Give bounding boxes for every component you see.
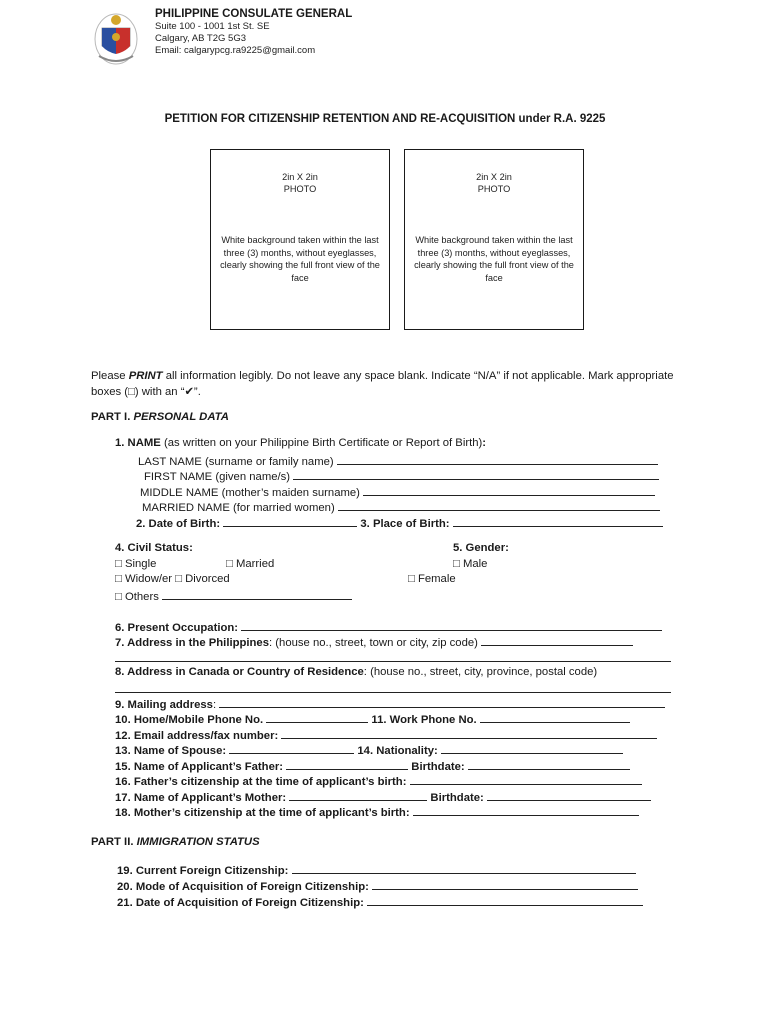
occupation-field[interactable]: 6. Present Occupation:: [115, 620, 662, 634]
single-checkbox[interactable]: □ Single: [115, 558, 157, 570]
gender-label: 5. Gender:: [453, 542, 509, 554]
mailing-address-field[interactable]: 9. Mailing address:: [115, 697, 665, 711]
first-name-field[interactable]: FIRST NAME (given name/s): [144, 469, 659, 483]
photo-box-1: [210, 149, 390, 330]
spouse-nationality-row[interactable]: 13. Name of Spouse: 14. Nationality:: [115, 743, 623, 757]
photo-size-label: 2in X 2in: [282, 172, 318, 182]
philippine-seal-logo: [93, 8, 139, 66]
female-checkbox[interactable]: □ Female: [408, 573, 456, 585]
middle-name-field[interactable]: MIDDLE NAME (mother’s maiden surname): [140, 485, 655, 499]
married-name-field[interactable]: MARRIED NAME (for married women): [142, 500, 660, 514]
father-citizenship-field[interactable]: 16. Father’s citizenship at the time of applicant’s birth:: [115, 774, 642, 788]
consulate-email: Email: calgarypcg.ra9225@gmail.com: [155, 45, 316, 56]
mother-row[interactable]: 17. Name of Applicant’s Mother: Birthdate:: [115, 790, 651, 804]
photo-kind-label: PHOTO: [477, 184, 511, 194]
current-citizenship-field[interactable]: 19. Current Foreign Citizenship:: [117, 863, 636, 877]
civil-status-label: 4. Civil Status:: [115, 542, 193, 554]
photo-size-label: 2in X 2in: [476, 172, 512, 182]
part-2-heading: PART II. IMMIGRATION STATUS: [91, 836, 260, 848]
birth-date-place-row[interactable]: 2. Date of Birth: 3. Place of Birth:: [136, 516, 663, 530]
widow-divorced-checkboxes[interactable]: □ Widow/er □ Divorced: [115, 573, 230, 585]
date-acquisition-field[interactable]: 21. Date of Acquisition of Foreign Citizenship:: [117, 895, 643, 909]
address-line-1: Suite 100 - 1001 1st St. SE: [155, 21, 270, 32]
address-canada-line[interactable]: [115, 682, 671, 693]
address-line-2: Calgary, AB T2G 5G3: [155, 33, 246, 44]
photo-requirements: White background taken within the last three (3) months, without eyeglasses, clearly showing the full front view of the face: [220, 235, 380, 283]
mother-citizenship-field[interactable]: 18. Mother’s citizenship at the time of applicant’s birth:: [115, 805, 639, 819]
instructions: Please PRINT all information legibly. Do not leave any space blank. Indicate “N/A” if not applicable. Mark appropriate boxes (□) with an “✔”.: [91, 370, 674, 398]
email-fax-field[interactable]: 12. Email address/fax number:: [115, 728, 657, 742]
part-1-heading: PART I. PERSONAL DATA: [91, 411, 229, 423]
photo-box-2: [404, 149, 584, 330]
others-checkbox[interactable]: □ Others: [115, 589, 352, 603]
address-canada-label: 8. Address in Canada or Country of Residence: (house no., street, city, province, postal code): [115, 666, 598, 678]
phone-numbers-row[interactable]: 10. Home/Mobile Phone No. 11. Work Phone No.: [115, 712, 630, 726]
married-checkbox[interactable]: □ Married: [226, 558, 275, 570]
name-label: 1. NAME (as written on your Philippine Birth Certificate or Report of Birth):: [115, 437, 487, 449]
photo-requirements: White background taken within the last three (3) months, without eyeglasses, clearly showing the full front view of the face: [414, 235, 574, 283]
last-name-field[interactable]: LAST NAME (surname or family name): [138, 454, 658, 468]
address-philippines-line-2[interactable]: [115, 651, 671, 662]
father-row[interactable]: 15. Name of Applicant’s Father: Birthdate:: [115, 759, 630, 773]
mode-acquisition-field[interactable]: 20. Mode of Acquisition of Foreign Citizenship:: [117, 879, 638, 893]
form-title: PETITION FOR CITIZENSHIP RETENTION AND RE-ACQUISITION under R.A. 9225: [164, 113, 606, 125]
photo-kind-label: PHOTO: [283, 184, 317, 194]
male-checkbox[interactable]: □ Male: [453, 558, 488, 570]
consulate-name: PHILIPPINE CONSULATE GENERAL: [155, 8, 353, 20]
address-philippines-field[interactable]: 7. Address in the Philippines: (house no., street, town or city, zip code): [115, 635, 633, 649]
